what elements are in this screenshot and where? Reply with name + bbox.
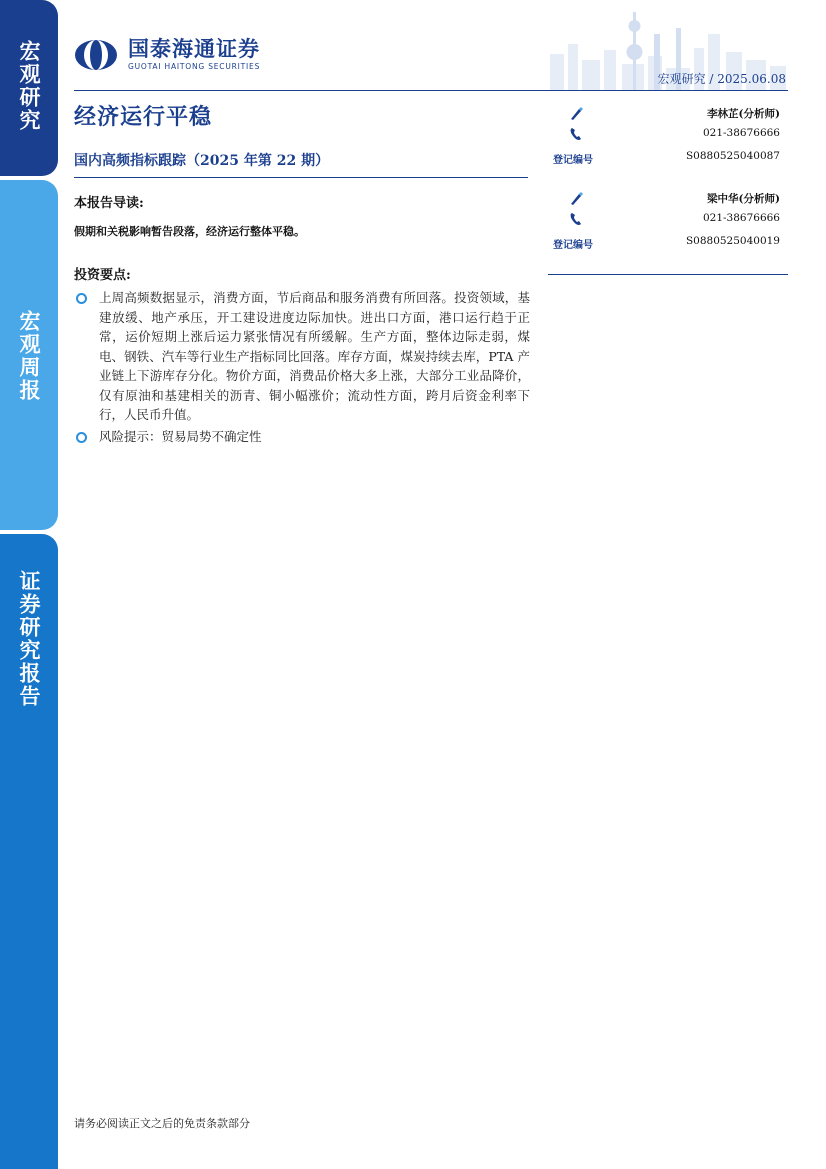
registration-label: 登记编号 bbox=[553, 240, 593, 251]
analyst-panel bbox=[548, 104, 788, 274]
pen-icon bbox=[568, 190, 584, 206]
report-title: 经济运行平稳 bbox=[74, 104, 213, 130]
analyst-phone: 021-38676666 bbox=[702, 127, 780, 139]
header-category-date: 宏观研究 / 2025.06.08 bbox=[657, 72, 786, 86]
disclaimer-footer: 请务必阅读正文之后的免责条款部分 bbox=[74, 1117, 250, 1130]
sidebar-tab-label: 宏观周报 bbox=[17, 310, 42, 402]
analyst-name: 梁中华(分析师) bbox=[707, 193, 780, 205]
header-divider bbox=[74, 90, 788, 91]
analyst-divider bbox=[548, 274, 788, 275]
point-text: 上周高频数据显示，消费方面，节后商品和服务消费有所回落。投资领域，基建放缓、地产承压，开工建设进度边际加快。进出口方面，港口运行趋于正常，运价短期上涨后运力紧张情况有所缓解。生产方面，整体边际走弱，煤电、钢铁、汽车等行业生产指标同比回落。库存方面，煤炭持续去库，PTA 产业链上下游库存分化。物价方面，消费品价格大多上涨，大部分工业品降价，仅有原油和基建相关的沥青、铜小幅涨价；流动性方面，跨月后资金利率下行，人民币升值。 bbox=[99, 290, 530, 422]
logo-name-en: GUOTAI HAITONG SECURITIES bbox=[128, 62, 261, 71]
sidebar-tab-macro-research bbox=[0, 0, 58, 176]
point-text: 风险提示：贸易局势不确定性 bbox=[99, 428, 262, 444]
list-item bbox=[74, 288, 530, 425]
registration-number: S0880525040087 bbox=[685, 150, 780, 162]
analyst-phone: 021-38676666 bbox=[702, 212, 780, 224]
analyst-card bbox=[548, 104, 788, 189]
bullet-icon bbox=[76, 432, 87, 443]
investment-points bbox=[74, 288, 530, 448]
logo-name-cn: 国泰海通证券 bbox=[128, 37, 260, 61]
bullet-icon bbox=[76, 293, 87, 304]
sidebar bbox=[0, 0, 60, 1169]
company-logo bbox=[74, 38, 260, 71]
list-item bbox=[74, 427, 530, 447]
points-heading: 投资要点: bbox=[74, 268, 131, 283]
sidebar-tab-securities-report bbox=[0, 534, 58, 1169]
guide-heading: 本报告导读: bbox=[74, 196, 144, 211]
registration-label: 登记编号 bbox=[553, 155, 593, 166]
analyst-card bbox=[548, 189, 788, 274]
phone-icon bbox=[568, 126, 584, 142]
pen-icon bbox=[568, 105, 584, 121]
phone-icon bbox=[568, 211, 584, 227]
report-subtitle: 国内高频指标跟踪（2025 年第 22 期） bbox=[74, 153, 330, 169]
analyst-name: 李林芷(分析师) bbox=[707, 108, 780, 120]
guide-text: 假期和关税影响暂告段落，经济运行整体平稳。 bbox=[74, 225, 305, 238]
sidebar-tab-macro-weekly bbox=[0, 180, 58, 530]
registration-number: S0880525040019 bbox=[685, 235, 780, 247]
title-divider bbox=[74, 177, 528, 178]
logo-mark-icon bbox=[74, 39, 118, 71]
sidebar-tab-label: 宏观研究 bbox=[17, 40, 42, 132]
sidebar-tab-label: 证券研究报告 bbox=[17, 570, 42, 708]
